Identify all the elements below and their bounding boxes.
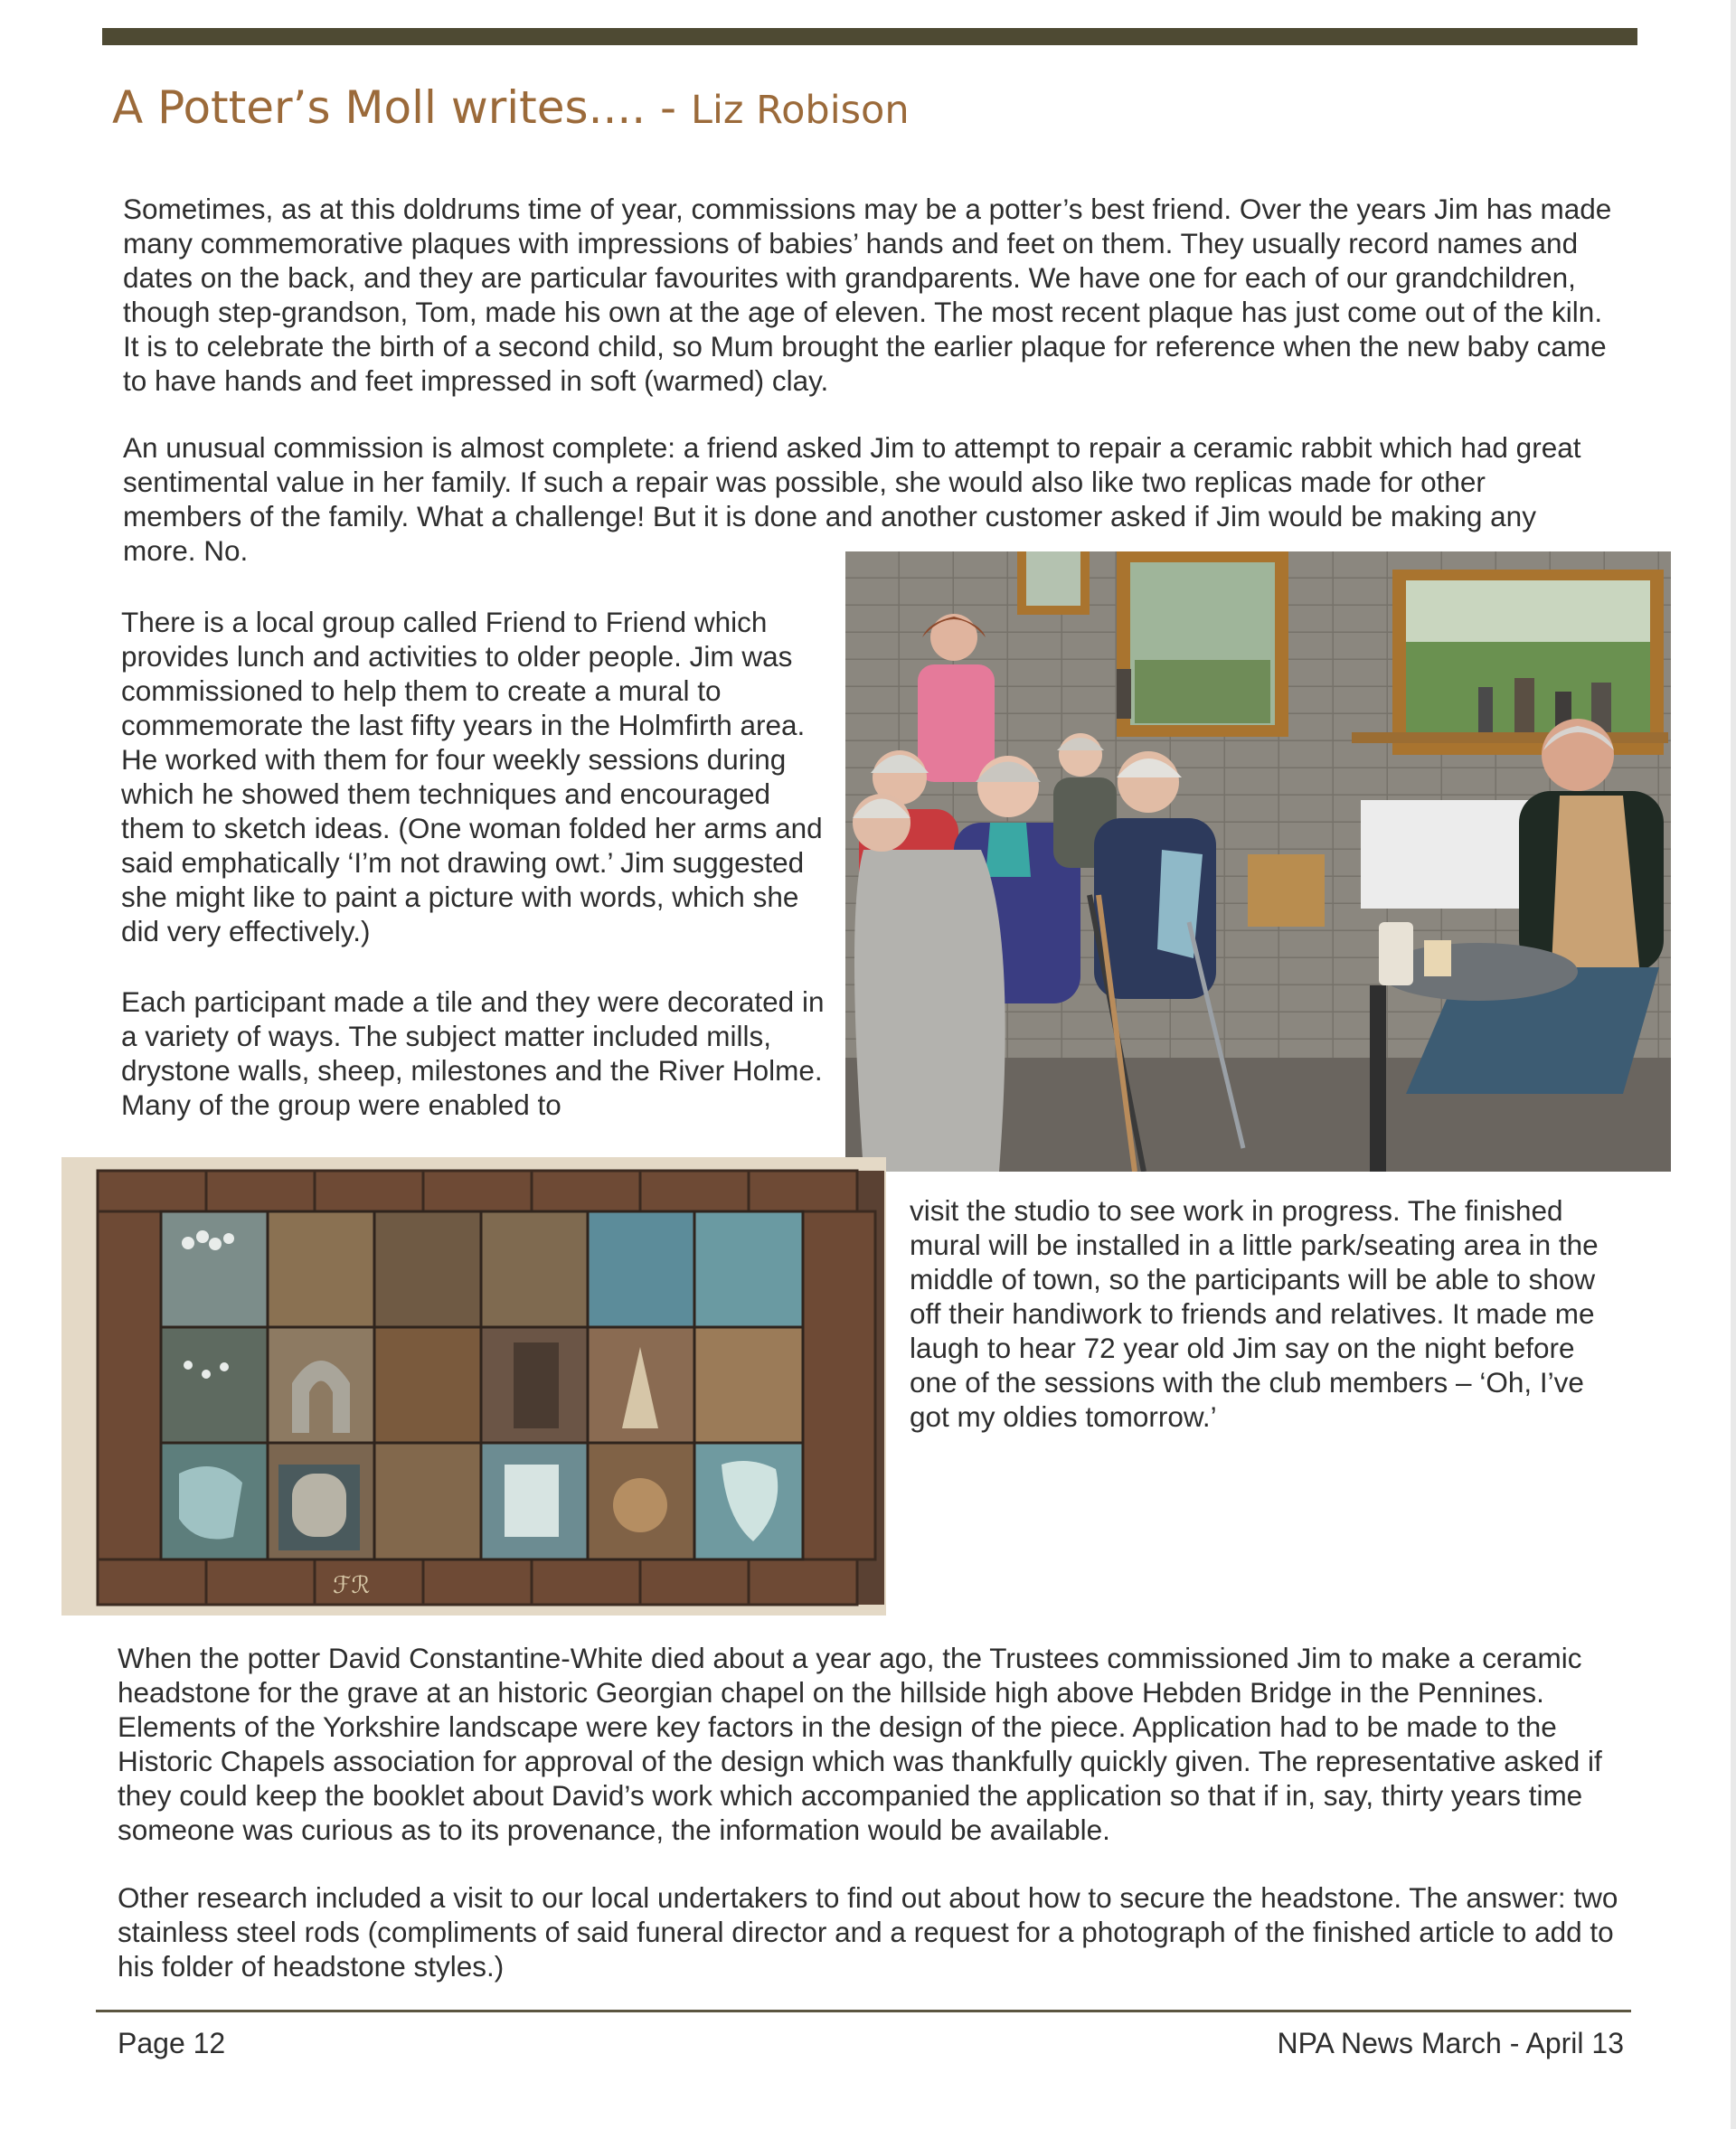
page-edge: [1731, 0, 1736, 2129]
issue-name: NPA News March - April 13: [1277, 2027, 1624, 2059]
paragraph-friend-to-friend: There is a local group called Friend to Friend which provides lunch and activities to older people. Jim was commissioned to help them to create a mural to commemorate the last fifty years in the Holmfirth area. He worked with them for four weekly sessions during which he showed them techniques and encouraged them to sketch ideas. (One woman folded her arms and said emphatically ‘I’m not drawing owt.’ Jim suggested she might like to paint a picture with words, which she did very effectively.): [121, 606, 823, 947]
title-text: A Potter’s Moll writes.... -: [112, 81, 677, 134]
paragraph-studio-visit: visit the studio to see work in progress. The finished mural will be installed in a little park/seating area in the middle of town, so the participants will be able to show off their handiwork to friends and relatives. It made me laugh to hear 72 year old Jim say on the night before one of the sessions with the club members – ‘Oh, I’ve got my oldies tomorrow.’: [910, 1194, 1599, 1433]
paragraph-undertakers: Other research included a visit to our local undertakers to find out about how to secure the headstone. The answer: two stainless steel rods (compliments of said funeral director and a request for a photograph of the finished article to add to his folder of headstone styles.): [118, 1881, 1618, 1983]
paragraph-plaques: Sometimes, as at this doldrums time of year, commissions may be a potter’s best friend. Over the years Jim has made many commemorative plaques with impressions of babies’ hands and feet on them. They usually record names and dates on the back, and they are particular favourites with grandparents. We have one for each of our grandchildren, though step-grandson, Tom, made his own at the age of eleven. The most recent plaque has just come out of the kiln. It is to celebrate the birth of a second child, so Mum brought the earlier plaque for reference when the new baby came to have hands and feet impressed in soft (warmed) clay.: [123, 193, 1612, 397]
article-title: [112, 76, 910, 142]
page-number: Page 12: [118, 2027, 226, 2059]
header-rule: [102, 28, 1637, 45]
mural-photo: [61, 1157, 886, 1616]
paragraph-headstone: When the potter David Constantine-White died about a year ago, the Trustees commissioned Jim to make a ceramic headstone for the grave at an historic Georgian chapel on the hillside high above Hebden Bridge in the Pennines. Elements of the Yorkshire landscape were key factors in the design of the piece. Application had to be made to the Historic Chapels association for approval of the design which was thankfully quickly given. The representative asked if they could keep the booklet about David’s work which accompanied the application so that if in, say, thirty years time someone was curious as to its provenance, the information would be available.: [118, 1642, 1602, 1846]
author-name: Liz Robison: [691, 88, 910, 133]
footer-rule: [96, 2010, 1631, 2012]
paragraph-tiles: Each participant made a tile and they were decorated in a variety of ways. The subject matter included mills, drystone walls, sheep, milestones and the River Holme. Many of the group were enabled to: [121, 985, 825, 1121]
svg-text:ℱℛ: ℱℛ: [333, 1572, 371, 1599]
studio-photo-illustration: [845, 551, 1671, 1172]
paragraph-rabbit: An unusual commission is almost complete: a friend asked Jim to attempt to repair a ceramic rabbit which had great sentimental value in her family. If such a repair was possible, she would also like two replicas made for other members of the family. What a challenge! But it is done and another customer asked if Jim would be making any more. No.: [123, 431, 1581, 567]
studio-photo: [845, 551, 1671, 1172]
mural-illustration: [61, 1157, 886, 1616]
